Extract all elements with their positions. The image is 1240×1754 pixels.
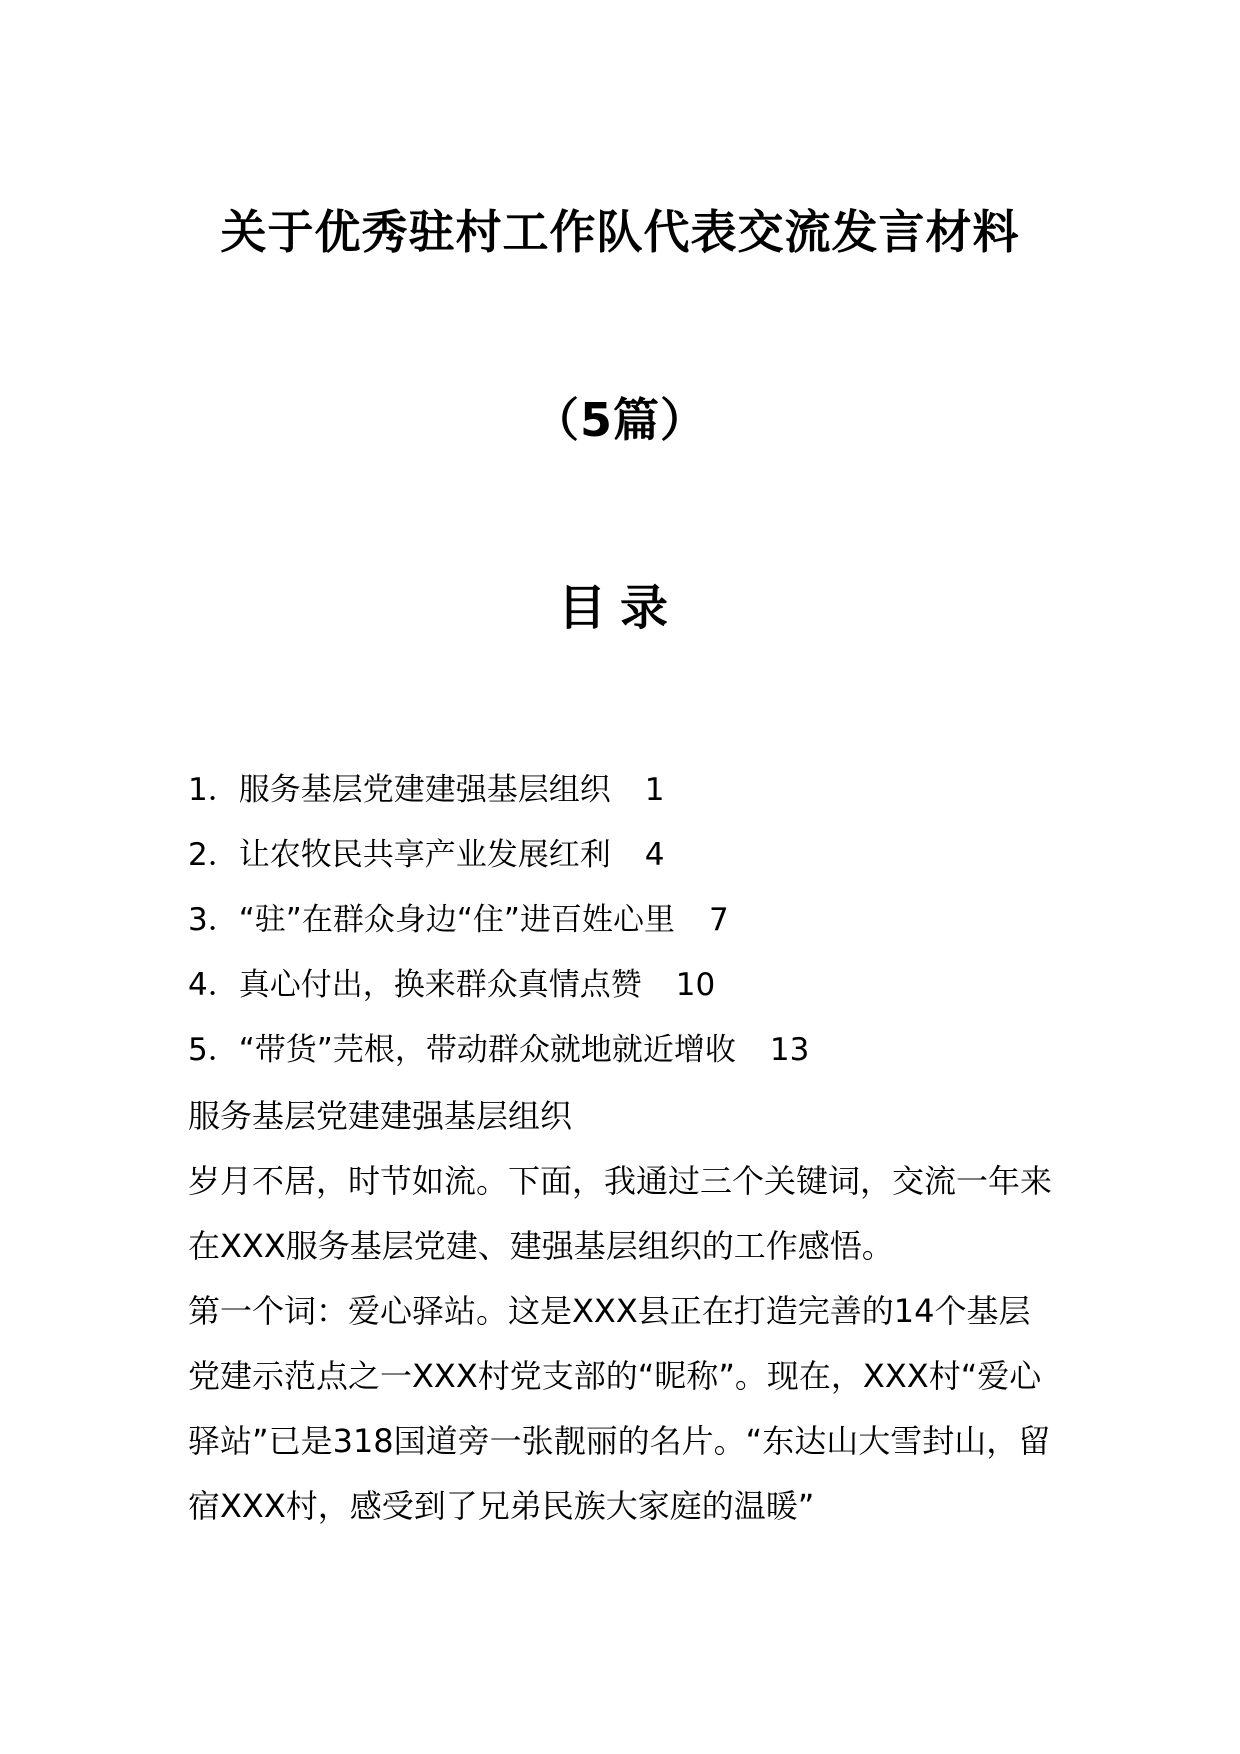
toc-item[interactable] <box>188 1018 1088 1083</box>
paragraph: 第一个词：爱心驿站。这是XXX县正在打造完善的14个基层党建示范点之一XXX村党支部的“昵称”。现在，XXX村“爱心驿站”已是318国道旁一张靓丽的名片。“东达山大雪封山，留宿XXX村，感受到了兄弟民族大家庭的温暖” <box>188 1292 1051 1525</box>
toc-item-page: 1 <box>644 772 665 808</box>
toc-item[interactable] <box>188 888 1088 953</box>
paragraph: 岁月不居，时节如流。下面，我通过三个关键词，交流一年来在XXX服务基层党建、建强基层组织的工作感悟。 <box>188 1162 1053 1265</box>
toc-item-title: 让农牧民共享产业发展红利 <box>238 837 611 873</box>
toc-item-number: 5． <box>188 1032 239 1068</box>
toc-item-page: 7 <box>708 902 729 938</box>
toc-item-page: 13 <box>769 1032 810 1068</box>
document-title: 关于优秀驻村工作队代表交流发言材料 <box>220 205 1020 259</box>
toc-item[interactable] <box>188 758 1088 823</box>
toc-item-title: 服务基层党建建强基层组织 <box>238 772 611 808</box>
toc-item-title: “带货”芫根，带动群众就地就近增收 <box>238 1032 736 1068</box>
toc-item-title: 真心付出，换来群众真情点赞 <box>238 967 642 1003</box>
article-body <box>188 1084 1058 1539</box>
toc-item-page: 10 <box>675 967 716 1003</box>
toc-item-number: 1． <box>188 772 239 808</box>
toc-heading: 目录 <box>557 580 682 636</box>
document-subtitle: （5篇） <box>532 393 707 447</box>
section-title: 服务基层党建建强基层组织 <box>188 1097 573 1135</box>
toc-item-title: “驻”在群众身边“住”进百姓心里 <box>238 902 675 938</box>
toc-item-page: 4 <box>644 837 665 873</box>
toc-item-number: 4． <box>188 967 239 1003</box>
toc-item[interactable] <box>188 823 1088 888</box>
toc-item-number: 3． <box>188 902 239 938</box>
table-of-contents <box>188 758 1088 1083</box>
toc-item[interactable] <box>188 953 1088 1018</box>
toc-item-number: 2． <box>188 837 239 873</box>
